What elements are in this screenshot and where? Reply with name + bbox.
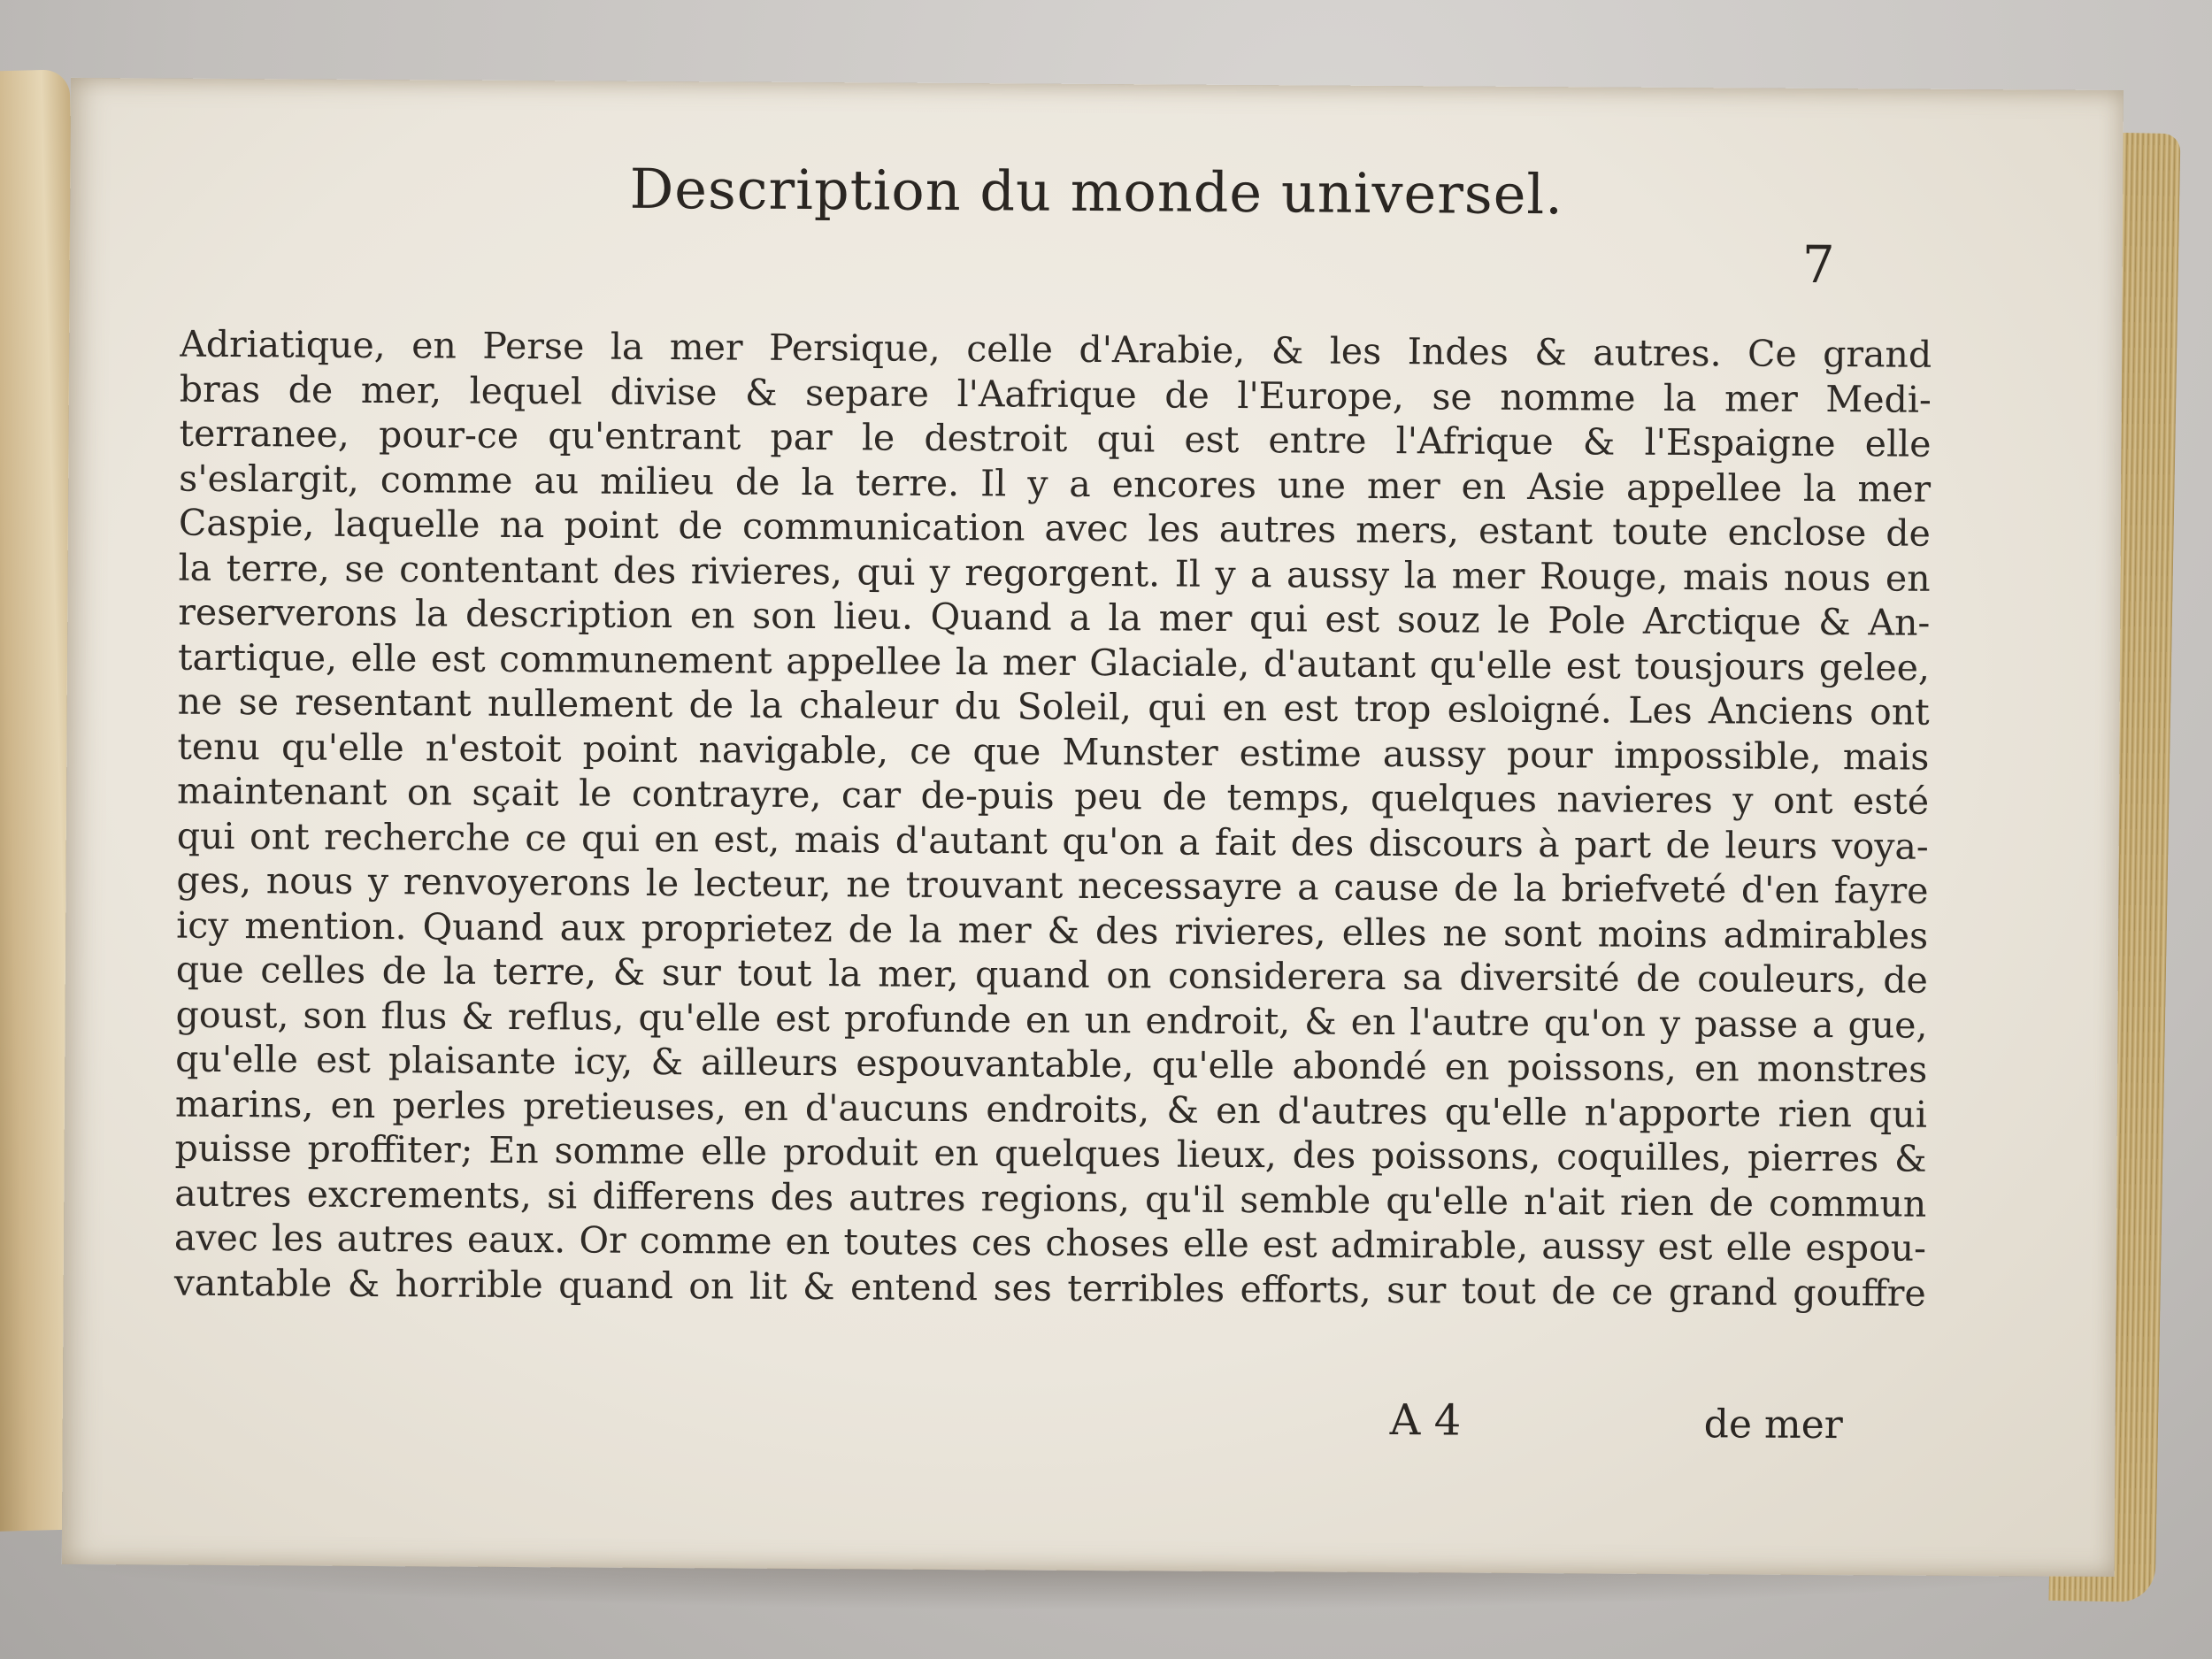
text-line: qu'elle est plaisante icy, & ailleurs espouvantable, qu'elle abondé en poissons, en monstres <box>175 1037 1928 1091</box>
text-line: ne se resentant nullement de la chaleur du Soleil, qui en est trop esloigné. Les Anciens ont <box>177 680 1930 733</box>
body-text <box>174 322 1932 1316</box>
text-line: avec les autres eaux. Or comme en toutes ces choses elle est admirable, aussy est elle espou- <box>173 1216 1927 1270</box>
text-line: s'eslargit, comme au milieu de la terre. Il y a encores une mer en Asie appellee la mer <box>179 457 1932 511</box>
catchword: de mer <box>1703 1402 1843 1448</box>
text-line: reserverons la description en son lieu. Quand a la mer qui est souz le Pole Arctique & An- <box>178 590 1931 644</box>
page-number: 7 <box>1801 234 1835 296</box>
book-page <box>62 78 2124 1577</box>
text-line: ges, nous y renvoyerons le lecteur, ne trouvant necessayre a cause de la briefveté d'en fayre <box>176 858 1929 912</box>
text-line: vantable & horrible quand on lit & entend ses terribles efforts, sur tout de ce grand gouffre <box>173 1261 1926 1315</box>
text-line: tartique, elle est communement appellee la mer Glaciale, d'autant qu'elle est tousjours gelee, <box>177 635 1931 689</box>
text-line: puisse proffiter; En somme elle produit en quelques lieux, des poissons, coquilles, pierres & <box>174 1126 1927 1180</box>
text-line: icy mention. Quand aux proprietez de la mer & des rivieres, elles ne sont moins admirables <box>176 903 1929 957</box>
text-line: la terre, se contentant des rivieres, qui y regorgent. Il y a aussy la mer Rouge, mais nous en <box>178 546 1931 600</box>
text-line: bras de mer, lequel divise & separe l'Aafrique de l'Europe, se nomme la mer Medi- <box>179 367 1932 421</box>
text-line: Adriatique, en Perse la mer Persique, celle d'Arabie, & les Indes & autres. Ce grand <box>180 322 1932 376</box>
running-head: Description du monde universel. <box>629 156 1564 227</box>
text-line: maintenant on sçait le contrayre, car de-puis peu de temps, quelques navieres y ont esté <box>176 769 1930 823</box>
text-line: qui ont recherche ce qui en est, mais d'autant qu'on a fait des discours à part de leurs voya- <box>176 814 1929 868</box>
text-line: marins, en perles pretieuses, en d'aucuns endroits, & en d'autres qu'elle n'apporte rien qui <box>174 1082 1928 1136</box>
text-line: goust, son flus & reflus, qu'elle est profunde en un endroit, & en l'autre qu'on y passe a gue, <box>175 993 1928 1047</box>
text-line: autres excrements, si differens des autres regions, qu'il semble qu'elle n'ait rien de commun <box>174 1171 1927 1225</box>
text-line: que celles de la terre, & sur tout la mer, quand on considerera sa diversité de couleurs, de <box>175 948 1928 1002</box>
text-line: tenu qu'elle n'estoit point navigable, ce que Munster estime aussy pour impossible, mais <box>177 725 1930 779</box>
signature-mark: A 4 <box>1389 1395 1462 1446</box>
text-line: terranee, pour-ce qu'entrant par le destroit qui est entre l'Afrique & l'Espaigne elle <box>179 411 1932 465</box>
text-line: Caspie, laquelle na point de communication avec les autres mers, estant toute enclose de <box>178 501 1932 555</box>
